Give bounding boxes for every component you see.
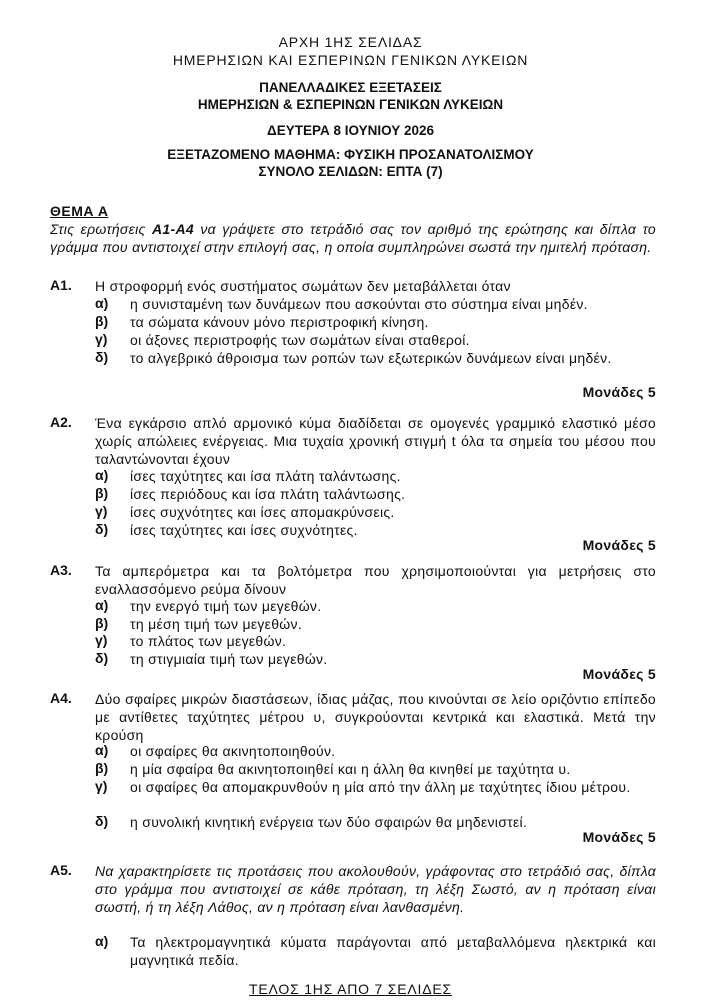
option-letter: β) xyxy=(95,615,109,631)
question-text: Τα αμπερόμετρα και τα βολτόμετρα που χρησιμοποιούνται για μετρήσεις στο εναλλασσόμενο ρεύμα δίνουν xyxy=(95,563,656,597)
option-letter: γ) xyxy=(95,632,108,648)
option-letter: δ) xyxy=(95,349,109,365)
page-start-label: ΑΡΧΗ 1ΗΣ ΣΕΛΙΔΑΣ xyxy=(278,34,423,50)
option-letter: δ) xyxy=(95,521,109,537)
section-instructions: Στις ερωτήσεις Α1-Α4 να γράψετε στο τετράδιό σας τον αριθμό της ερώτησης και δίπλα το γράμμα που αντιστοιχεί στην επιλογή σας, η οποία συμπληρώνει σωστά την ημιτελή πρόταση. xyxy=(50,221,656,255)
option-text: ίσες ταχύτητες και ίσες συχνότητες. xyxy=(130,522,358,538)
question-number: Α5. xyxy=(50,862,72,878)
option-letter: β) xyxy=(95,313,109,329)
option-text: το αλγεβρικό άθροισμα των ροπών των εξωτερικών δυνάμεων είναι μηδέν. xyxy=(130,350,612,366)
option-text: τη στιγμιαία τιμή των μεγεθών. xyxy=(130,651,328,667)
exam-date: ΔΕΥΤΕΡΑ 8 ΙΟΥΝΙΟΥ 2026 xyxy=(266,123,435,138)
option-text: η συνισταμένη των δυνάμεων που ασκούνται στο σύστημα είναι μηδέν. xyxy=(130,296,588,312)
option-text: το πλάτος των μεγεθών. xyxy=(130,633,287,649)
option-text: τα σώματα κάνουν μόνο περιστροφική κίνηση. xyxy=(130,314,429,330)
option-text: οι άξονες περιστροφής των σωμάτων είναι σταθεροί. xyxy=(130,332,470,348)
option-letter: γ) xyxy=(95,778,108,794)
marks-label: Μονάδες 5 xyxy=(582,666,656,682)
marks-label: Μονάδες 5 xyxy=(582,829,656,845)
school-type-label: ΗΜΕΡΗΣΙΩΝ ΚΑΙ ΕΣΠΕΡΙΝΩΝ ΓΕΝΙΚΩΝ ΛΥΚΕΙΩΝ xyxy=(172,52,529,68)
section-title: ΘΕΜΑ Α xyxy=(50,203,109,219)
exam-subject: ΕΞΕΤΑΖΟΜΕΝΟ ΜΑΘΗΜΑ: ΦΥΣΙΚΗ ΠΡΟΣΑΝΑΤΟΛΙΣΜΟΥ xyxy=(167,147,534,162)
page-footer: ΤΕΛΟΣ 1ΗΣ ΑΠΟ 7 ΣΕΛΙΔΕΣ xyxy=(249,981,452,997)
option-letter: β) xyxy=(95,485,109,501)
option-letter: α) xyxy=(95,933,109,949)
exam-title: ΠΑΝΕΛΛΑΔΙΚΕΣ ΕΞΕΤΑΣΕΙΣ xyxy=(259,80,442,95)
option-letter: β) xyxy=(95,760,109,776)
option-letter: δ) xyxy=(95,813,109,829)
question-text: Δύο σφαίρες μικρών διαστάσεων, ίδιας μάζας, που κινούνται σε λείο οριζόντιο επίπεδο με αντίθετες ταχύτητες μέτρου υ, συγκρούονται κεντρικά και ελαστικά. Μετά την κρούση xyxy=(95,691,656,743)
option-text: ίσες ταχύτητες και ίσα πλάτη ταλάντωσης. xyxy=(130,468,401,484)
marks-label: Μονάδες 5 xyxy=(582,384,656,400)
marks-label: Μονάδες 5 xyxy=(582,537,656,553)
option-letter: α) xyxy=(95,295,109,311)
question-number: Α2. xyxy=(50,414,72,430)
option-letter: γ) xyxy=(95,503,108,519)
option-text: η συνολική κινητική ενέργεια των δύο σφαιρών θα μηδενιστεί. xyxy=(130,814,528,830)
option-letter: α) xyxy=(95,742,109,758)
question-number: Α4. xyxy=(50,690,72,706)
option-text: ίσες περιόδους και ίσα πλάτη ταλάντωσης. xyxy=(130,486,406,502)
option-letter: δ) xyxy=(95,650,109,666)
option-text: την ενεργό τιμή των μεγεθών. xyxy=(130,598,322,614)
total-pages: ΣΥΝΟΛΟ ΣΕΛΙΔΩΝ: ΕΠΤΑ (7) xyxy=(258,164,443,179)
option-text: τη μέση τιμή των μεγεθών. xyxy=(130,616,303,632)
question-text: Η στροφορμή ενός συστήματος σωμάτων δεν μεταβάλλεται όταν xyxy=(95,278,511,294)
question-text: Να χαρακτηρίσετε τις προτάσεις που ακολουθούν, γράφοντας στο τετράδιό σας, δίπλα στο γράμμα που αντιστοιχεί σε κάθε πρόταση, τη λέξη Σωστό, αν η πρόταση είναι σωστή, ή τη λέξη Λάθος, αν η πρόταση είναι λανθασμένη. xyxy=(95,863,656,915)
option-text: οι σφαίρες θα ακινητοποιηθούν. xyxy=(130,743,336,759)
question-text: Ένα εγκάρσιο απλό αρμονικό κύμα διαδίδεται σε ομογενές γραμμικό ελαστικό μέσο χωρίς απώλειες ενέργειας. Μια τυχαία χρονική στιγμή t όλα τα σημεία του μέσου που ταλαντώνονται έχουν xyxy=(95,415,656,467)
option-letter: α) xyxy=(95,467,109,483)
option-letter: γ) xyxy=(95,331,108,347)
option-letter: α) xyxy=(95,597,109,613)
option-text: η μία σφαίρα θα ακινητοποιηθεί και η άλλη θα κινηθεί με ταχύτητα υ. xyxy=(130,761,571,777)
question-number: Α1. xyxy=(50,277,72,293)
question-number: Α3. xyxy=(50,562,72,578)
option-text: ίσες συχνότητες και ίσες απομακρύνσεις. xyxy=(130,504,395,520)
option-text: οι σφαίρες θα απομακρυνθούν η μία από την άλλη με ταχύτητες ίδιου μέτρου. xyxy=(130,779,631,795)
exam-subtitle: ΗΜΕΡΗΣΙΩΝ & ΕΣΠΕΡΙΝΩΝ ΓΕΝΙΚΩΝ ΛΥΚΕΙΩΝ xyxy=(197,97,504,112)
option-text: Τα ηλεκτρομαγνητικά κύματα παράγονται από μεταβαλλόμενα ηλεκτρικά και μαγνητικά πεδία. xyxy=(130,934,656,968)
